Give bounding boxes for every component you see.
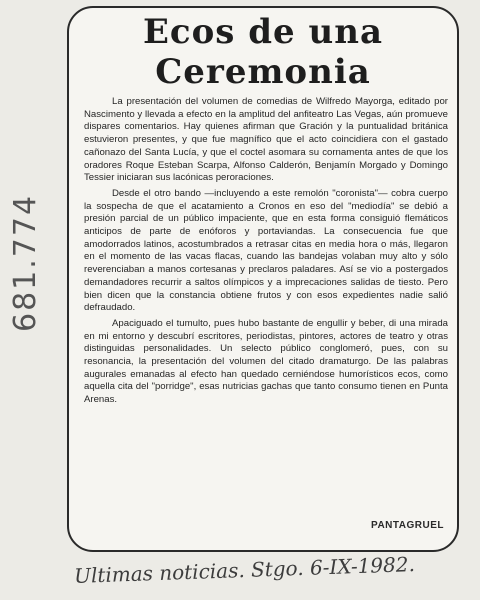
paragraph-2: Desde el otro bando —incluyendo a este remolón "coronista"— cobra cuerpo la sospecha de que el acatamiento a Cronos en eso del "mediodía" se debió a presión parcial de un público impaciente, que en esta forma consiguió flemáticos anticipos de parte de enóforos y portaviandas. La consecuencia fue que amodorrados latinos, acostumbrados a retrasar citas en media hora o más, llegaron en el momento de las vacas flacas, cuando las bandejas volaban muy alto y sólo reverenciaban a manos cortesanas y preclaros paladares. Así se vio a postergados demandadores recurrir a saltos olímpicos y a imprecaciones salidas de tiesto. Pero bien dicen que la constancia obtiene frutos y con esos expedientes nadie salió defraudado. [84, 187, 448, 314]
handwritten-catalog-number: 681.774 [8, 193, 43, 332]
article-body [84, 96, 448, 410]
paragraph-3: Apaciguado el tumulto, pues hubo bastante de engullir y beber, di una mirada en mi entorno y descubrí escritores, periodistas, pintores, actores de teatro y otras distinguidas personalidades. Un selecto público conglomeró, pues, con su resonancia, la presentación del volumen del citado dramaturgo. De las palabras augurales emanadas al efecto han quedado cerniéndose humorísticos ecos, como aquella cita del "porridge", esas nutricias gachas que tanto consumo tienen en Punta Arenas. [84, 317, 448, 406]
handwritten-source-note: Ultimas noticias. Stgo. 6-IX-1982. [73, 552, 416, 588]
paragraph-1: La presentación del volumen de comedias de Wilfredo Mayorga, editado por Nascimento y llevada a efecto en la amplitud del anfiteatro Las Vegas, aún promueve dispares comentarios. Hay quienes afirman que Gración y la puntualidad británica estuvieron presentes, y que fue magnífico que el acto coincidiera con el gastado cañonazo del Santa Lucía, y que el coctel asomara su cornamenta antes de que los oradores Roque Esteban Scarpa, Alfonso Calderón, Benjamín Morgado y Domingo Tessier iniciaran sus lacónicas peroraciones. [84, 96, 448, 184]
author-signature: PANTAGRUEL [371, 520, 444, 531]
title-line-1: Ecos de una [143, 12, 383, 52]
title-line-2: Ceremonia [155, 52, 371, 92]
article-title [67, 12, 459, 92]
